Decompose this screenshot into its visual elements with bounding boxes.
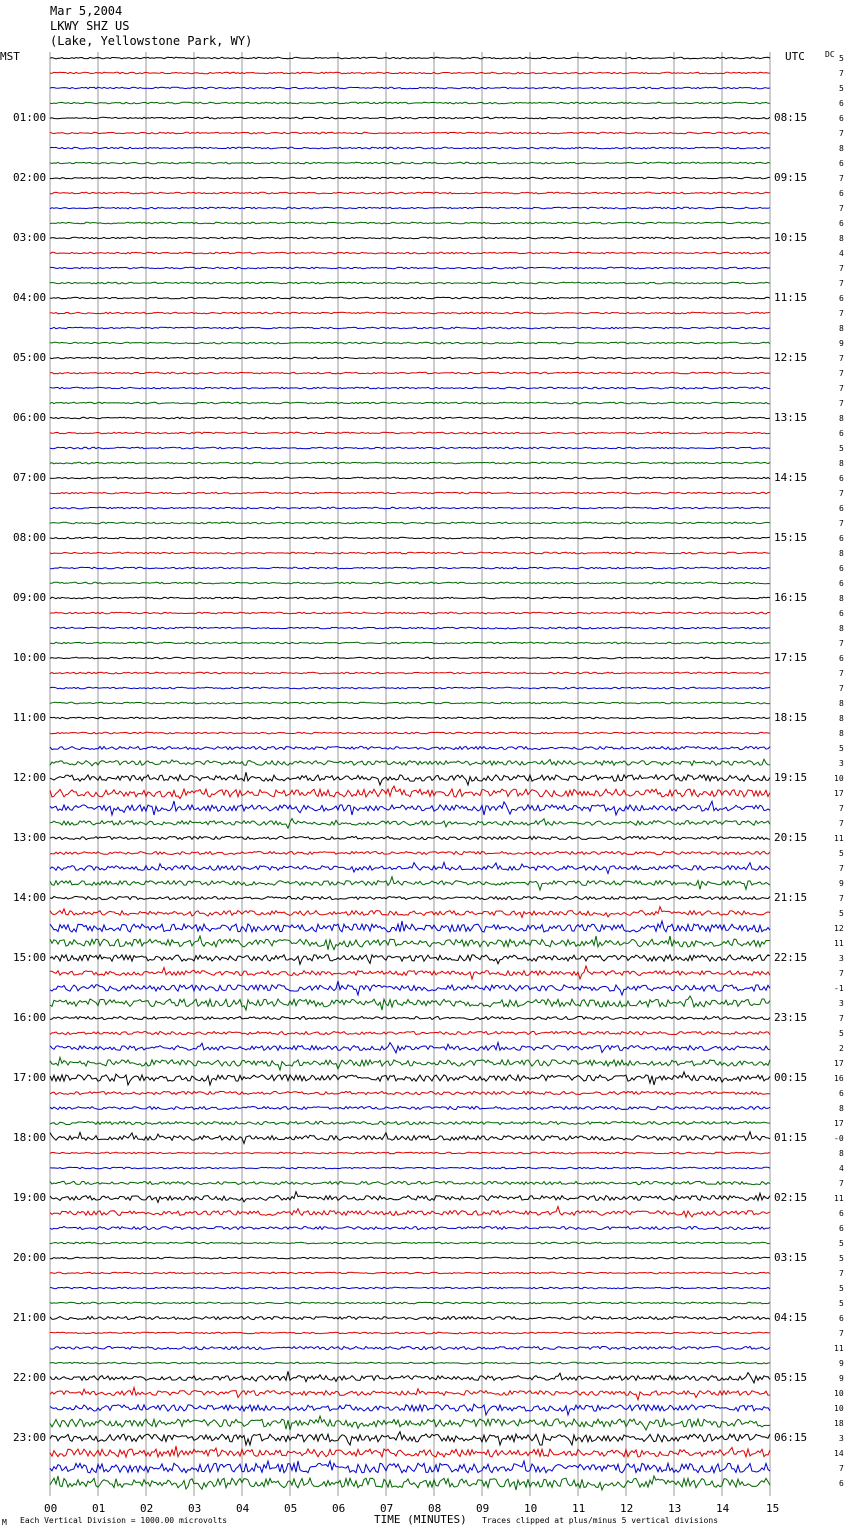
seismic-trace-row: [50, 132, 770, 134]
dc-offset-label: 10: [834, 1404, 844, 1413]
seismic-trace-row: [50, 87, 770, 89]
left-hour-label: 16:00: [13, 1011, 47, 1024]
dc-offset-label: 11: [834, 1344, 844, 1353]
x-tick-label: 08: [428, 1502, 442, 1515]
dc-offset-label: 6: [839, 564, 844, 573]
dc-offset-label: 3: [839, 759, 844, 768]
x-tick-label: 14: [716, 1502, 730, 1515]
dc-offset-label: 8: [839, 699, 844, 708]
dc-offset-label: 6: [839, 474, 844, 483]
seismic-trace-row: [50, 1476, 770, 1490]
seismic-trace-row: [50, 819, 770, 829]
dc-offset-label: 5: [839, 1254, 844, 1263]
seismic-trace-row: [50, 462, 770, 464]
dc-offset-label: 2: [839, 1044, 844, 1053]
dc-offset-label: 6: [839, 534, 844, 543]
dc-offset-label: 7: [839, 279, 844, 288]
right-hour-label: 02:15: [774, 1191, 808, 1204]
dc-offset-label: 7: [839, 309, 844, 318]
plot-date: Mar 5,2004: [50, 4, 123, 18]
left-hour-label: 20:00: [13, 1251, 47, 1264]
dc-offset-label: 6: [839, 219, 844, 228]
x-tick-label: 12: [620, 1502, 634, 1515]
x-tick-label: 07: [380, 1502, 394, 1515]
left-hour-label: 12:00: [13, 771, 47, 784]
seismic-trace-row: [50, 996, 770, 1010]
seismic-trace-row: [50, 222, 770, 224]
dc-offset-label: 7: [839, 819, 844, 828]
dc-offset-label: 5: [839, 54, 844, 63]
seismic-trace-row: [50, 1362, 770, 1364]
seismic-trace-row: [50, 492, 770, 494]
seismic-trace-row: [50, 746, 770, 749]
seismic-trace-row: [50, 966, 770, 979]
dc-offset-label: 9: [839, 1359, 844, 1368]
dc-offset-label: 7: [839, 1329, 844, 1338]
dc-offset-label: 6: [839, 1209, 844, 1218]
seismic-trace-row: [50, 477, 770, 479]
dc-offset-label: 8: [839, 1149, 844, 1158]
dc-offset-label: 7: [839, 864, 844, 873]
scale-note: Each Vertical Division = 1000.00 microvolts: [20, 1516, 228, 1525]
dc-offset-label: 8: [839, 729, 844, 738]
seismic-trace-row: [50, 597, 770, 599]
left-hour-label: 11:00: [13, 711, 47, 724]
right-hour-label: 10:15: [774, 231, 808, 244]
seismic-trace-row: [50, 327, 770, 329]
dc-offset-label: 9: [839, 1374, 844, 1383]
left-hour-label: 19:00: [13, 1191, 47, 1204]
seismic-trace-row: [50, 1192, 770, 1203]
seismic-trace-row: [50, 522, 770, 524]
dc-offset-label: 5: [839, 1029, 844, 1038]
dc-offset-label: 5: [839, 744, 844, 753]
left-timezone: MST: [0, 50, 20, 63]
seismic-trace-row: [50, 1242, 770, 1244]
x-tick-label: 06: [332, 1502, 346, 1515]
x-tick-label: 04: [236, 1502, 250, 1515]
dc-offset-label: 8: [839, 234, 844, 243]
left-hour-label: 10:00: [13, 651, 47, 664]
seismic-trace-row: [50, 102, 770, 104]
dc-offset-label: 5: [839, 1299, 844, 1308]
dc-offset-label: 5: [839, 849, 844, 858]
seismic-trace-row: [50, 1302, 770, 1304]
dc-offset-label: 5: [839, 84, 844, 93]
seismic-trace-row: [50, 1387, 770, 1399]
seismic-trace-row: [50, 955, 770, 965]
dc-offset-label: 17: [834, 789, 844, 798]
left-hour-label: 06:00: [13, 411, 47, 424]
dc-offset-label: 3: [839, 1434, 844, 1443]
right-timezone: UTC: [785, 50, 805, 63]
seismic-trace-row: [50, 1121, 770, 1124]
seismic-trace-row: [50, 702, 770, 704]
x-tick-label: 11: [572, 1502, 586, 1515]
seismic-trace-row: [50, 1461, 770, 1473]
seismic-trace-row: [50, 1042, 770, 1053]
left-hour-label: 15:00: [13, 951, 47, 964]
seismic-trace-row: [50, 657, 770, 659]
dc-offset-label: 8: [839, 624, 844, 633]
dc-offset-label: 8: [839, 714, 844, 723]
left-hour-label: 18:00: [13, 1131, 47, 1144]
dc-offset-label: 7: [839, 519, 844, 528]
seismic-trace-row: [50, 57, 770, 59]
seismic-trace-row: [50, 1057, 770, 1070]
seismic-trace-row: [50, 1167, 770, 1169]
dc-offset-label: 7: [839, 264, 844, 273]
seismic-trace-row: [50, 981, 770, 995]
right-hour-label: 00:15: [774, 1071, 808, 1084]
dc-offset-label: 7: [839, 174, 844, 183]
seismic-trace-row: [50, 1272, 770, 1274]
x-tick-label: 02: [140, 1502, 154, 1515]
seismic-trace-row: [50, 432, 770, 434]
right-hour-label: 04:15: [774, 1311, 808, 1324]
seismic-trace-row: [50, 1091, 770, 1094]
dc-offset-label: 6: [839, 294, 844, 303]
dc-offset-label: 4: [839, 1164, 844, 1173]
station-location: (Lake, Yellowstone Park, WY): [50, 34, 253, 48]
seismic-trace-row: [50, 936, 770, 950]
seismic-trace-row: [50, 447, 770, 449]
left-hour-label: 03:00: [13, 231, 47, 244]
dc-offset-label: 5: [839, 1239, 844, 1248]
right-hour-label: 23:15: [774, 1011, 808, 1024]
seismic-trace-row: [50, 117, 770, 119]
seismic-trace-row: [50, 72, 770, 74]
dc-offset-label: 17: [834, 1059, 844, 1068]
right-hour-label: 01:15: [774, 1131, 808, 1144]
dc-offset-label: 7: [839, 384, 844, 393]
seismic-trace-row: [50, 1016, 770, 1019]
left-hour-label: 22:00: [13, 1371, 47, 1384]
seismic-trace-row: [50, 252, 770, 254]
dc-offset-label: 6: [839, 579, 844, 588]
left-hour-label: 05:00: [13, 351, 47, 364]
right-hour-label: 17:15: [774, 651, 808, 664]
x-tick-label: 10: [524, 1502, 538, 1515]
dc-offset-label: 6: [839, 159, 844, 168]
right-hour-label: 13:15: [774, 411, 808, 424]
dc-offset-label: 8: [839, 594, 844, 603]
seismic-trace-row: [50, 801, 770, 815]
dc-offset-label: -0: [834, 1134, 844, 1143]
seismic-trace-row: [50, 1416, 770, 1430]
dc-offset-label: 14: [834, 1449, 844, 1458]
seismic-trace-row: [50, 297, 770, 299]
dc-offset-label: 18: [834, 1419, 844, 1428]
right-hour-label: 16:15: [774, 591, 808, 604]
left-hour-label: 13:00: [13, 831, 47, 844]
seismic-trace-row: [50, 1227, 770, 1230]
seismic-trace-row: [50, 192, 770, 194]
seismic-trace-row: [50, 1031, 770, 1034]
dc-offset-label: 12: [834, 924, 844, 933]
right-hour-label: 08:15: [774, 111, 808, 124]
seismic-trace-row: [50, 1346, 770, 1349]
dc-offset-label: 9: [839, 879, 844, 888]
dc-offset-label: 17: [834, 1119, 844, 1128]
dc-offset-label: 6: [839, 1224, 844, 1233]
seismic-trace-row: [50, 672, 770, 674]
seismic-trace-row: [50, 312, 770, 314]
dc-offset-label: 7: [839, 204, 844, 213]
seismic-trace-row: [50, 1404, 770, 1415]
dc-offset-label: 6: [839, 189, 844, 198]
seismic-trace-row: [50, 372, 770, 374]
dc-offset-label: 7: [839, 129, 844, 138]
seismic-trace-row: [50, 759, 770, 766]
dc-offset-label: 8: [839, 414, 844, 423]
dc-offset-label: 7: [839, 669, 844, 678]
seismic-trace-row: [50, 642, 770, 644]
left-hour-label: 17:00: [13, 1071, 47, 1084]
dc-offset-label: -1: [834, 984, 844, 993]
seismic-trace-row: [50, 786, 770, 799]
seismic-trace-row: [50, 177, 770, 179]
dc-offset-label: 6: [839, 99, 844, 108]
dc-offset-label: 7: [839, 69, 844, 78]
seismic-trace-row: [50, 387, 770, 389]
dc-offset-label: 7: [839, 969, 844, 978]
seismic-trace-row: [50, 1316, 770, 1319]
left-hour-label: 23:00: [13, 1431, 47, 1444]
dc-offset-label: 8: [839, 144, 844, 153]
dc-offset-label: 8: [839, 324, 844, 333]
left-hour-label: 09:00: [13, 591, 47, 604]
station-code: LKWY SHZ US: [50, 19, 130, 33]
dc-offset-label: 7: [839, 1269, 844, 1278]
seismic-trace-row: [50, 627, 770, 629]
seismic-trace-row: [50, 1207, 770, 1218]
seismic-trace-row: [50, 537, 770, 539]
seismic-trace-row: [50, 342, 770, 344]
seismic-trace-row: [50, 1152, 770, 1154]
x-tick-label: 03: [188, 1502, 202, 1515]
dc-offset-label: 7: [839, 639, 844, 648]
seismic-trace-row: [50, 1072, 770, 1085]
dc-offset-label: 6: [839, 1314, 844, 1323]
dc-offset-label: 8: [839, 549, 844, 558]
corner-mark: M: [2, 1518, 7, 1527]
seismic-trace-row: [50, 552, 770, 554]
dc-offset-label: 7: [839, 354, 844, 363]
dc-offset-label: 10: [834, 774, 844, 783]
left-hour-label: 01:00: [13, 111, 47, 124]
dc-offset-label: 6: [839, 114, 844, 123]
left-hour-label: 04:00: [13, 291, 47, 304]
right-hour-label: 18:15: [774, 711, 808, 724]
seismic-trace-row: [50, 772, 770, 785]
x-tick-label: 13: [668, 1502, 682, 1515]
seismic-trace-row: [50, 1371, 770, 1383]
dc-offset-label: 7: [839, 804, 844, 813]
right-hour-label: 11:15: [774, 291, 808, 304]
right-hour-label: 19:15: [774, 771, 808, 784]
dc-offset-label: 7: [839, 684, 844, 693]
dc-offset-label: 7: [839, 1464, 844, 1473]
dc-offset-label: 7: [839, 894, 844, 903]
seismic-trace-row: [50, 567, 770, 569]
seismic-trace-row: [50, 1446, 770, 1457]
dc-offset-label: 3: [839, 954, 844, 963]
dc-offset-label: 11: [834, 1194, 844, 1203]
dc-offset-label: 5: [839, 1284, 844, 1293]
seismic-trace-row: [50, 877, 770, 890]
x-tick-label: 00: [44, 1502, 58, 1515]
x-tick-label: 09: [476, 1502, 490, 1515]
seismic-trace-row: [50, 1332, 770, 1334]
dc-offset-label: 8: [839, 459, 844, 468]
seismic-trace-row: [50, 207, 770, 209]
dc-offset-label: 9: [839, 339, 844, 348]
dc-offset-label: 6: [839, 429, 844, 438]
right-hour-label: 12:15: [774, 351, 808, 364]
seismic-trace-row: [50, 862, 770, 873]
seismic-trace-row: [50, 896, 770, 899]
dc-offset-label: 7: [839, 369, 844, 378]
dc-offset-label: 4: [839, 249, 844, 258]
dc-offset-label: 6: [839, 1479, 844, 1488]
seismic-trace-row: [50, 907, 770, 918]
right-hour-label: 15:15: [774, 531, 808, 544]
dc-offset-label: 11: [834, 834, 844, 843]
seismic-trace-row: [50, 402, 770, 404]
dc-offset-label: 7: [839, 1014, 844, 1023]
dc-offset-label: 7: [839, 489, 844, 498]
x-tick-label: 15: [766, 1502, 780, 1515]
right-hour-label: 22:15: [774, 951, 808, 964]
left-hour-label: 21:00: [13, 1311, 47, 1324]
dc-header: DC: [825, 50, 835, 59]
left-hour-label: 07:00: [13, 471, 47, 484]
x-tick-label: 01: [92, 1502, 106, 1515]
right-hour-label: 05:15: [774, 1371, 808, 1384]
left-hour-label: 14:00: [13, 891, 47, 904]
seismic-trace-row: [50, 732, 770, 734]
x-axis-title: TIME (MINUTES): [374, 1513, 467, 1526]
dc-offset-label: 7: [839, 399, 844, 408]
dc-offset-label: 6: [839, 609, 844, 618]
clip-note: Traces clipped at plus/minus 5 vertical divisions: [482, 1516, 719, 1525]
dc-offset-label: 3: [839, 999, 844, 1008]
dc-offset-label: 5: [839, 444, 844, 453]
seismic-trace-row: [50, 267, 770, 269]
dc-offset-label: 6: [839, 1089, 844, 1098]
dc-offset-label: 11: [834, 939, 844, 948]
seismic-trace-row: [50, 836, 770, 839]
seismic-trace-row: [50, 717, 770, 719]
seismic-trace-row: [50, 1132, 770, 1144]
seismic-trace-row: [50, 851, 770, 854]
seismic-trace-row: [50, 282, 770, 284]
dc-offset-label: 5: [839, 909, 844, 918]
right-hour-label: 09:15: [774, 171, 808, 184]
seismic-trace-row: [50, 1181, 770, 1184]
seismic-trace-row: [50, 507, 770, 509]
right-hour-label: 14:15: [774, 471, 808, 484]
dc-offset-label: 16: [834, 1074, 844, 1083]
seismic-trace-row: [50, 612, 770, 614]
seismic-trace-row: [50, 147, 770, 149]
right-hour-label: 03:15: [774, 1251, 808, 1264]
seismic-trace-row: [50, 1106, 770, 1109]
right-hour-label: 06:15: [774, 1431, 808, 1444]
seismic-trace-row: [50, 687, 770, 689]
x-tick-label: 05: [284, 1502, 298, 1515]
seismic-trace-row: [50, 237, 770, 239]
seismic-trace-row: [50, 582, 770, 584]
right-hour-label: 20:15: [774, 831, 808, 844]
seismic-trace-row: [50, 417, 770, 419]
seismic-trace-row: [50, 357, 770, 359]
left-hour-label: 02:00: [13, 171, 47, 184]
left-hour-label: 08:00: [13, 531, 47, 544]
seismic-trace-row: [50, 921, 770, 932]
right-hour-label: 21:15: [774, 891, 808, 904]
seismic-trace-row: [50, 162, 770, 164]
dc-offset-label: 7: [839, 1179, 844, 1188]
dc-offset-label: 6: [839, 504, 844, 513]
seismic-trace-row: [50, 1287, 770, 1289]
dc-offset-label: 10: [834, 1389, 844, 1398]
seismic-trace-row: [50, 1432, 770, 1445]
seismic-trace-row: [50, 1257, 770, 1259]
dc-offset-label: 6: [839, 654, 844, 663]
dc-offset-label: 8: [839, 1104, 844, 1113]
